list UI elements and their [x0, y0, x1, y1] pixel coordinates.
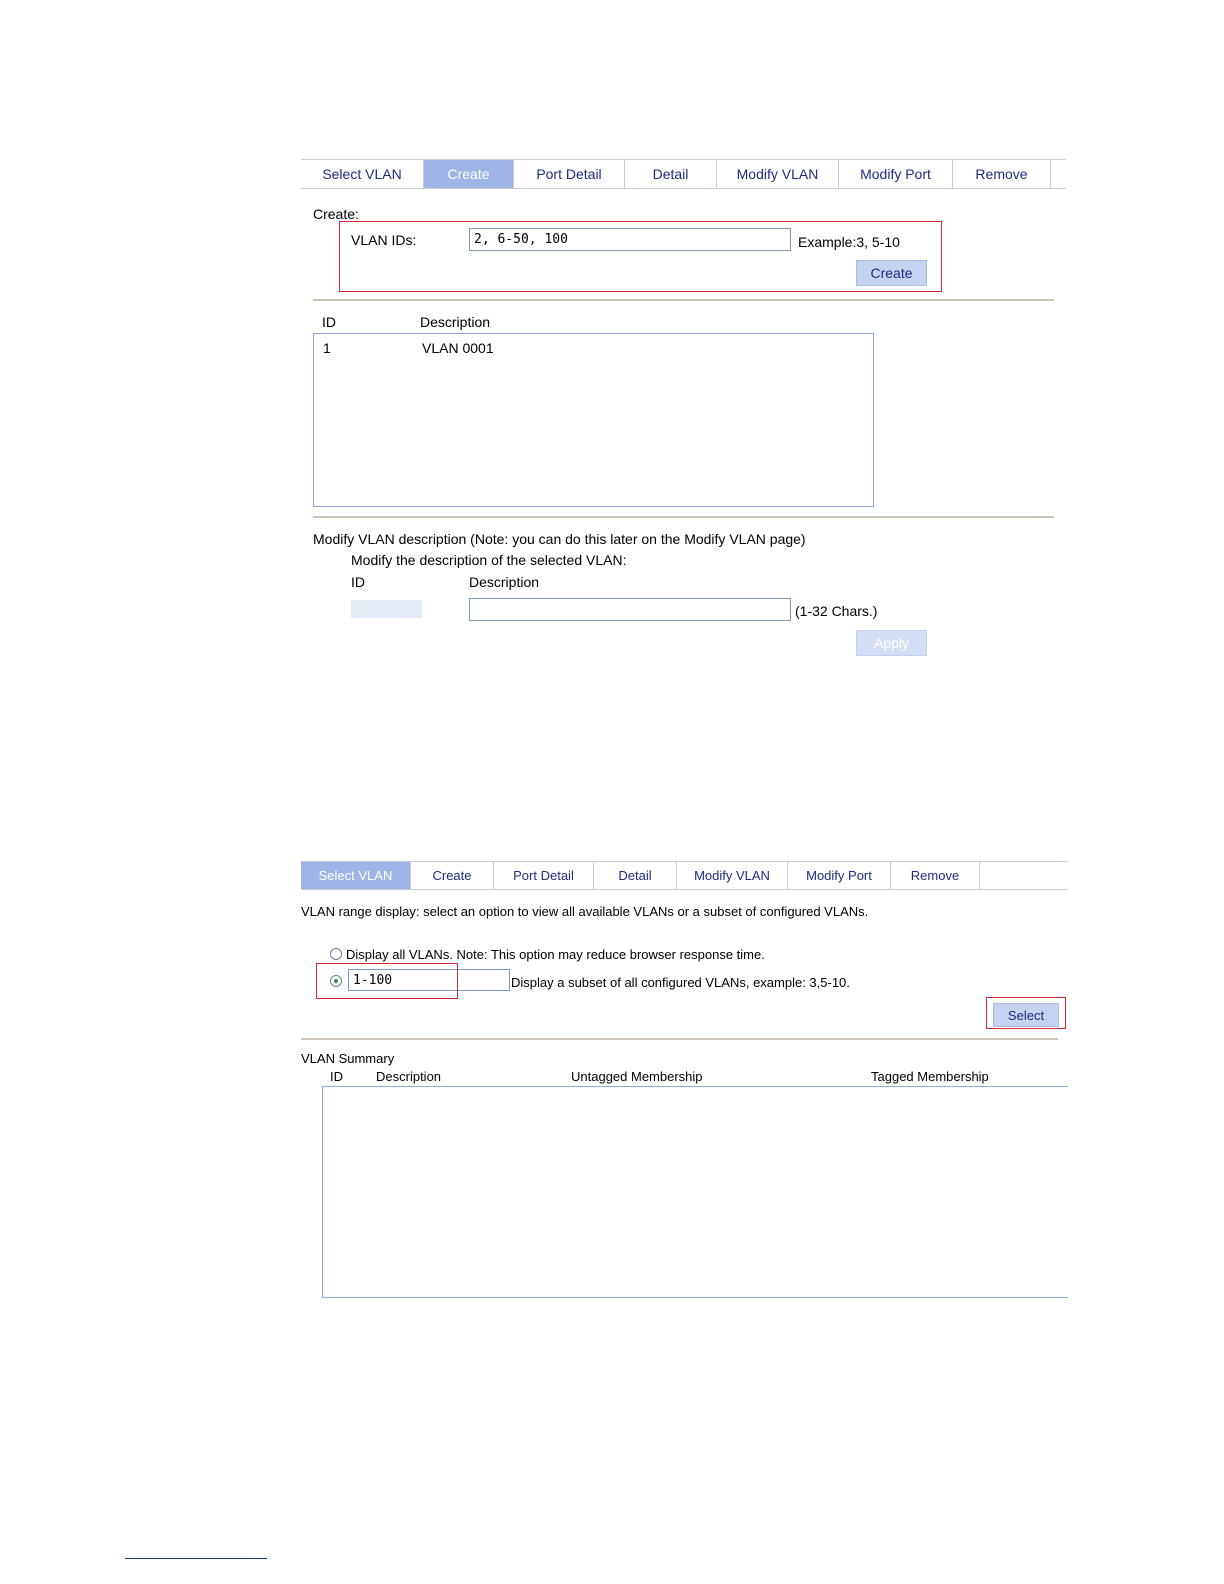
vlan-summary-title: VLAN Summary: [301, 1051, 395, 1066]
list-item-description[interactable]: VLAN 0001: [422, 340, 494, 356]
tab-modify-vlan[interactable]: Modify VLAN: [677, 862, 788, 889]
panel1-tab-bar: [301, 159, 1066, 189]
list-item-id[interactable]: 1: [323, 340, 331, 356]
tab-create[interactable]: Create: [411, 862, 494, 889]
tab-modify-vlan[interactable]: Modify VLAN: [717, 160, 839, 188]
vlan-summary-list[interactable]: [322, 1086, 1068, 1298]
tab-modify-port[interactable]: Modify Port: [839, 160, 953, 188]
panel2-tab-bar: [301, 861, 1068, 890]
footnote-rule: [125, 1558, 267, 1559]
radio-display-all[interactable]: [330, 948, 342, 960]
tab-select-vlan[interactable]: Select VLAN: [301, 160, 424, 188]
select-button-highlight-box: [986, 997, 1066, 1029]
option-display-all-label: Display all VLANs. Note: This option may reduce browser response time.: [346, 947, 765, 962]
divider: [313, 299, 1054, 301]
modify-description-subtitle: Modify the description of the selected VLAN:: [351, 552, 627, 568]
create-button[interactable]: Create: [856, 260, 927, 286]
modify-description-title: Modify VLAN description (Note: you can do this later on the Modify VLAN page): [313, 531, 806, 547]
description-input[interactable]: [469, 598, 791, 621]
summary-header-untagged: Untagged Membership: [571, 1069, 703, 1084]
tab-remove[interactable]: Remove: [953, 160, 1051, 188]
vlan-ids-input[interactable]: [469, 228, 791, 251]
tab-create[interactable]: Create: [424, 160, 514, 188]
divider: [301, 1038, 1058, 1040]
vlan-list[interactable]: [313, 333, 874, 507]
vlan-range-note: VLAN range display: select an option to view all available VLANs or a subset of configured VLANs.: [301, 904, 869, 919]
tab-select-vlan[interactable]: Select VLAN: [301, 862, 411, 889]
chars-hint: (1-32 Chars.): [795, 603, 878, 619]
divider: [313, 516, 1054, 518]
option-display-subset-label: Display a subset of all configured VLANs, example: 3,5-10.: [511, 975, 850, 990]
table-header-description: Description: [420, 314, 491, 330]
range-input-highlight-box: [316, 963, 458, 999]
apply-button[interactable]: Apply: [856, 630, 927, 656]
vlan-ids-example: Example:3, 5-10: [798, 234, 900, 250]
modify-id-header: ID: [351, 574, 365, 590]
summary-header-description: Description: [376, 1069, 442, 1084]
table-header-id: ID: [322, 314, 336, 330]
tab-port-detail[interactable]: Port Detail: [514, 160, 625, 188]
modify-description-header: Description: [469, 574, 540, 590]
selected-vlan-id-field: [351, 600, 422, 618]
tab-port-detail[interactable]: Port Detail: [494, 862, 594, 889]
tab-detail[interactable]: Detail: [625, 160, 717, 188]
tab-remove[interactable]: Remove: [891, 862, 980, 889]
tab-detail[interactable]: Detail: [594, 862, 677, 889]
summary-header-tagged: Tagged Membership: [871, 1069, 989, 1084]
select-button[interactable]: Select: [993, 1003, 1059, 1027]
tab-modify-port[interactable]: Modify Port: [788, 862, 891, 889]
create-section-label: Create:: [313, 206, 359, 222]
summary-header-id: ID: [330, 1069, 343, 1084]
vlan-ids-label: VLAN IDs:: [351, 232, 417, 248]
